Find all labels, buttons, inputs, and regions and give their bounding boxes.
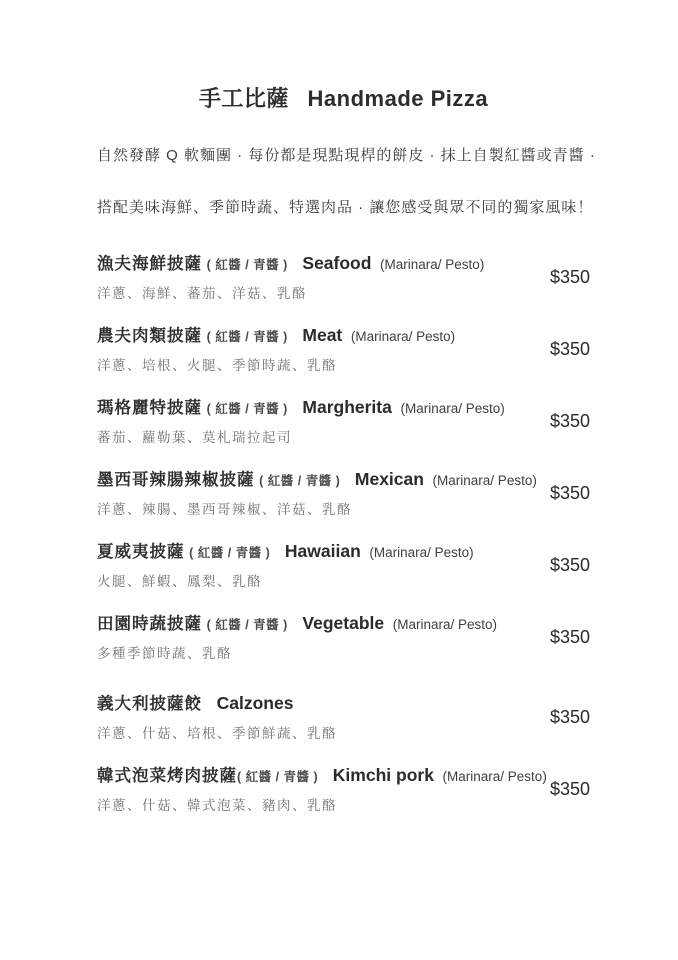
item-name-en: Margherita bbox=[302, 397, 392, 417]
item-sauce-zh: ( 紅醬 / 青醬 ) bbox=[206, 618, 288, 632]
item-name-en: Kimchi pork bbox=[332, 765, 434, 785]
item-main bbox=[97, 396, 528, 447]
item-sauce-en: (Marinara/ Pesto) bbox=[380, 257, 485, 272]
menu-item-meat bbox=[97, 324, 590, 375]
item-sauce-zh: ( 紅醬 / 青醬 ) bbox=[259, 474, 341, 488]
item-sauce-en: (Marinara/ Pesto) bbox=[400, 401, 505, 416]
item-sauce-en: (Marinara/ Pesto) bbox=[442, 769, 547, 784]
item-price: $350 bbox=[549, 483, 590, 503]
menu-item-mexican bbox=[97, 468, 590, 519]
item-name-zh: 瑪格麗特披薩 bbox=[97, 399, 202, 417]
item-main bbox=[97, 692, 528, 743]
menu-item-calzones bbox=[97, 692, 590, 743]
item-name-en: Hawaiian bbox=[284, 541, 361, 561]
item-sauce-en: (Marinara/ Pesto) bbox=[432, 473, 537, 488]
item-headline bbox=[97, 692, 528, 716]
page-title bbox=[97, 84, 590, 114]
item-sauce-en: (Marinara/ Pesto) bbox=[369, 545, 474, 560]
intro-line-1: 自然發酵 Q 軟麵團 · 每份都是現點現桿的餅皮 · 抹上自製紅醬或青醬 · bbox=[97, 147, 596, 164]
item-ingredients: 洋蔥、什菇、韓式泡菜、豬肉、乳酪 bbox=[97, 798, 337, 813]
item-name-en: Mexican bbox=[354, 469, 424, 489]
item-sauce-zh: ( 紅醬 / 青醬 ) bbox=[237, 770, 319, 784]
item-name-en: Seafood bbox=[302, 253, 372, 273]
menu-item-margherita bbox=[97, 396, 590, 447]
item-headline bbox=[97, 468, 537, 492]
item-headline bbox=[97, 252, 528, 276]
item-sauce-zh: ( 紅醬 / 青醬 ) bbox=[206, 402, 288, 416]
item-name-zh: 漁夫海鮮披薩 bbox=[97, 255, 202, 273]
item-sauce-en: (Marinara/ Pesto) bbox=[350, 329, 456, 344]
item-name-zh: 墨西哥辣腸辣椒披薩 bbox=[97, 471, 255, 489]
menu-item-vegetable bbox=[97, 612, 590, 663]
item-price: $350 bbox=[549, 267, 590, 287]
item-ingredients: 洋蔥、什菇、培根、季節鮮蔬、乳酪 bbox=[97, 726, 337, 741]
item-price: $350 bbox=[549, 339, 590, 359]
item-name-zh: 夏威夷披薩 bbox=[97, 543, 185, 561]
item-name-en: Meat bbox=[302, 325, 343, 345]
item-sauce-zh: ( 紅醬 / 青醬 ) bbox=[206, 330, 288, 344]
page-title-en: Handmade Pizza bbox=[307, 86, 489, 111]
item-price: $350 bbox=[549, 411, 590, 431]
item-main bbox=[97, 324, 528, 375]
item-price: $350 bbox=[549, 555, 590, 575]
item-main bbox=[97, 540, 528, 591]
item-ingredients: 洋蔥、辣腸、墨西哥辣椒、洋菇、乳酪 bbox=[97, 502, 352, 517]
item-headline bbox=[97, 324, 528, 348]
intro-line-2: 搭配美味海鮮、季節時蔬、特選肉品 · 讓您感受與眾不同的獨家風味！ bbox=[97, 199, 594, 216]
menu-item-kimchi-pork bbox=[97, 764, 590, 815]
item-name-zh: 田園時蔬披薩 bbox=[97, 615, 202, 633]
item-main bbox=[97, 764, 547, 815]
item-ingredients: 洋蔥、培根、火腿、季節時蔬、乳酪 bbox=[97, 358, 337, 373]
menu-intro bbox=[97, 130, 596, 234]
item-price: $350 bbox=[549, 627, 590, 647]
item-headline bbox=[97, 540, 528, 564]
menu-item-hawaiian bbox=[97, 540, 590, 591]
item-price: $350 bbox=[549, 707, 590, 727]
item-name-zh: 農夫肉類披薩 bbox=[97, 327, 202, 345]
menu-item-seafood bbox=[97, 252, 590, 303]
item-name-en: Calzones bbox=[216, 693, 294, 713]
item-headline bbox=[97, 396, 528, 420]
item-ingredients: 多種季節時蔬、乳酪 bbox=[97, 646, 232, 661]
item-headline bbox=[97, 612, 528, 636]
item-sauce-en: (Marinara/ Pesto) bbox=[392, 617, 497, 632]
item-ingredients: 火腿、鮮蝦、鳳梨、乳酪 bbox=[97, 574, 262, 589]
item-name-zh: 義大利披薩餃 bbox=[97, 695, 202, 713]
item-ingredients: 洋蔥、海鮮、蕃茄、洋菇、乳酪 bbox=[97, 286, 307, 301]
item-sauce-zh: ( 紅醬 / 青醬 ) bbox=[206, 258, 288, 272]
item-main bbox=[97, 252, 528, 303]
item-headline bbox=[97, 764, 547, 788]
item-sauce-zh: ( 紅醬 / 青醬 ) bbox=[189, 546, 271, 560]
item-ingredients: 蕃茄、蘿勒葉、莫札瑞拉起司 bbox=[97, 430, 292, 445]
menu-item-list bbox=[97, 252, 590, 815]
page-title-zh: 手工比薩 bbox=[198, 86, 289, 111]
item-main bbox=[97, 612, 528, 663]
item-name-en: Vegetable bbox=[302, 613, 385, 633]
item-name-zh: 韓式泡菜烤肉披薩 bbox=[97, 767, 237, 785]
item-main bbox=[97, 468, 537, 519]
item-price: $350 bbox=[549, 779, 590, 799]
